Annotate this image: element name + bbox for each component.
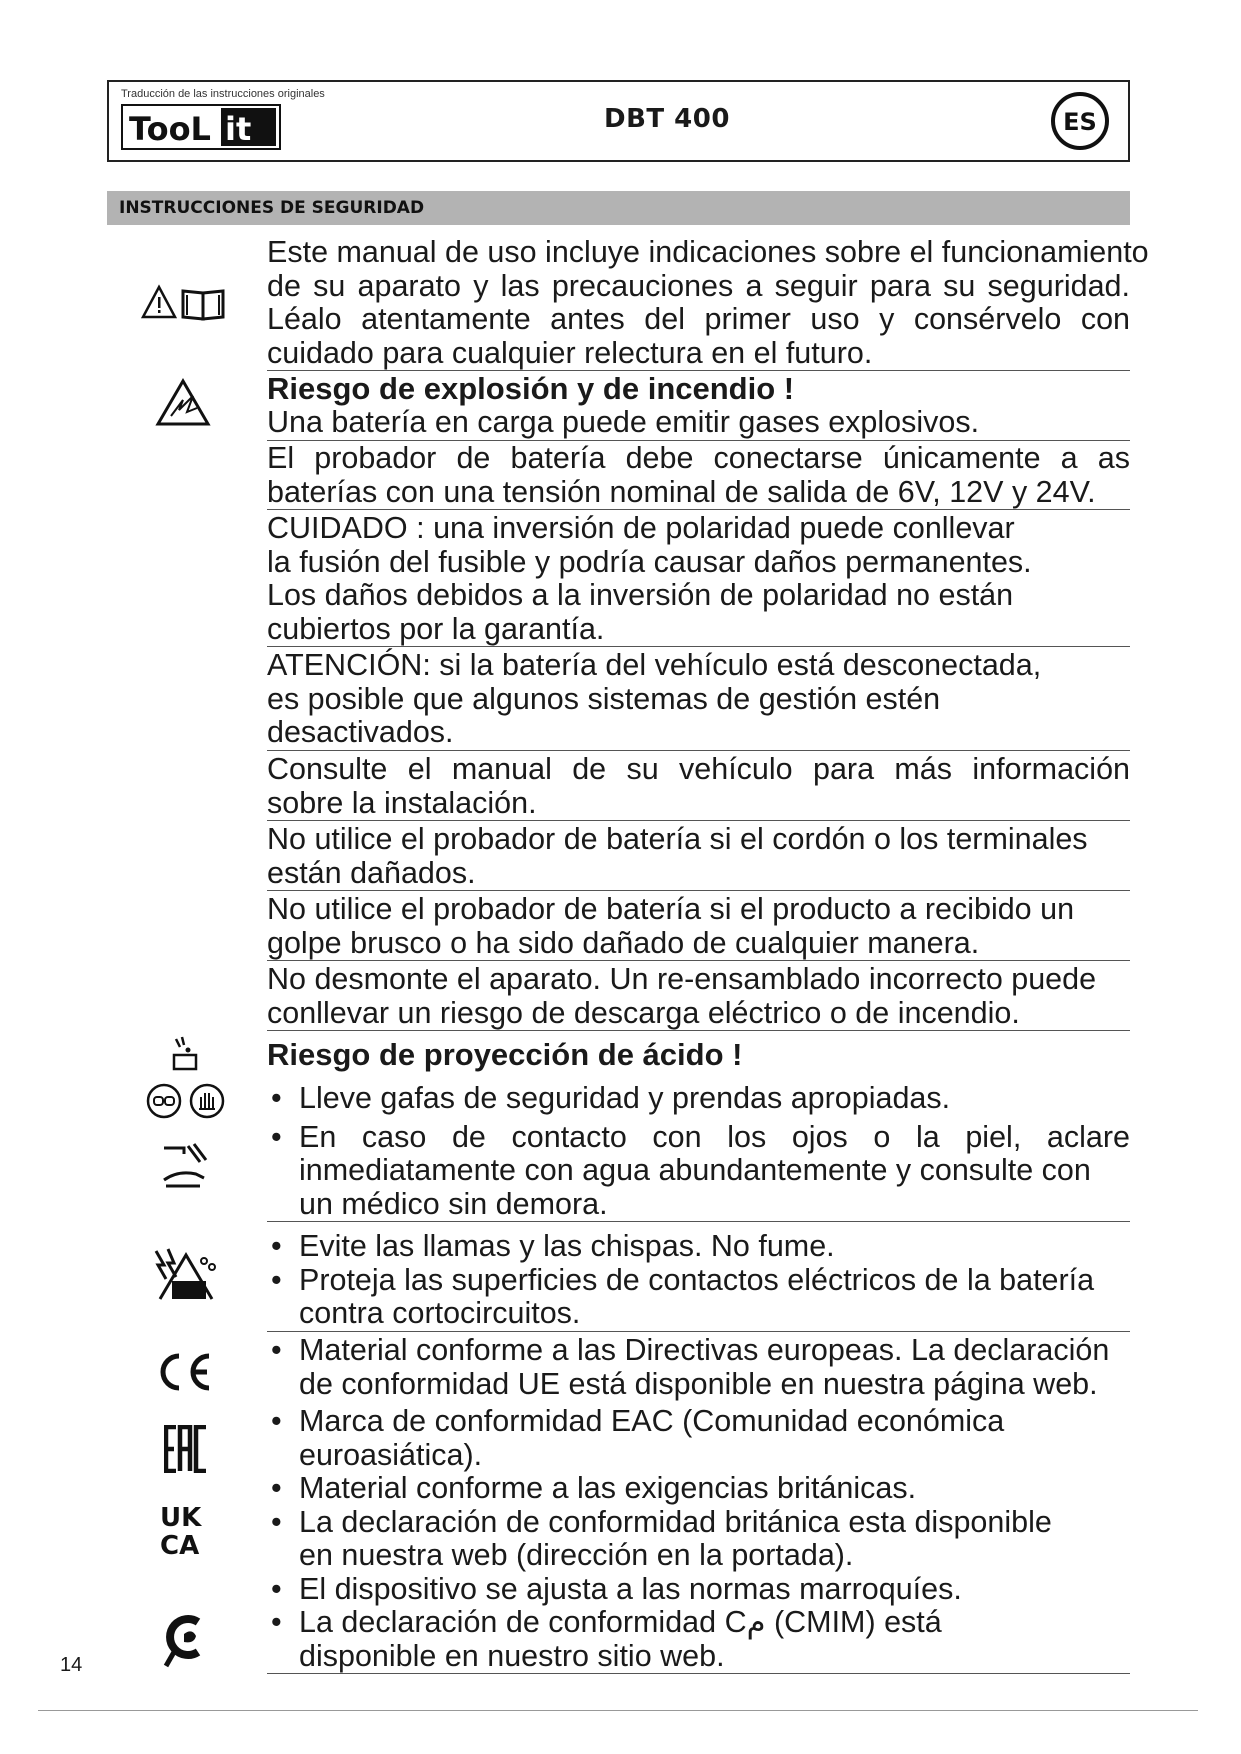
disassemble-block: [267, 963, 1130, 1031]
attention-block: [267, 649, 1130, 751]
text-line: En caso de contacto con los ojos o la piel, aclare: [299, 1119, 1130, 1154]
text-line: la fusión del fusible y podría causar daños permanentes.: [267, 544, 1032, 579]
text-line: Proteja las superficies de contactos eléctricos de la batería: [299, 1262, 1095, 1297]
flame-block: [267, 1230, 1130, 1332]
bullet-dot: •: [271, 1605, 282, 1639]
warning-manual-icon: [141, 283, 231, 328]
bullet-dot: •: [271, 1471, 282, 1505]
text-line: La declaración de conformidad británica esta disponible: [299, 1504, 1052, 1539]
document-header: [107, 80, 1130, 162]
polarity-block: [267, 512, 1130, 647]
explosion-warning-icon: [155, 378, 211, 433]
bullet-item: [267, 1573, 1130, 1607]
bullet-dot: •: [271, 1571, 282, 1606]
text-line: No utilice el probador de batería si el producto a recibido un: [267, 892, 1075, 926]
svg-text:UK: UK: [160, 1503, 202, 1533]
page-number: 14: [60, 1654, 83, 1676]
text-line: baterías con una tensión nominal de salida de 6V, 12V y 24V.: [267, 474, 1096, 509]
bullet-dot: •: [271, 1504, 282, 1539]
bottom-divider: [38, 1710, 1198, 1711]
text-line: Material conforme a las exigencias británicas.: [299, 1471, 917, 1505]
svg-text:it: it: [225, 110, 252, 148]
text-line: Consulte el manual de su vehículo para más información: [267, 752, 1130, 786]
svg-text:TooL: TooL: [129, 110, 211, 148]
bullet-item: [267, 1230, 1130, 1264]
text-line: cubiertos por la garantía.: [267, 611, 605, 646]
bullet-item: [267, 1405, 1130, 1472]
model-name: DBT 400: [604, 104, 730, 134]
ce-mark-icon: [155, 1350, 215, 1399]
toolit-logo: [121, 104, 281, 155]
text-line: El probador de batería debe conectarse únicamente a as: [267, 441, 1130, 475]
text-line: Lleve gafas de seguridad y prendas apropiadas.: [299, 1081, 951, 1115]
text-line: inmediatamente con agua abundantemente y consulte con: [299, 1153, 1091, 1187]
bullet-dot: •: [271, 1119, 282, 1154]
text-line: disponible en nuestro sitio web.: [299, 1638, 725, 1673]
no-flame-spark-icon: [150, 1247, 220, 1308]
acid-block: [267, 1038, 1130, 1222]
text-line: de su aparato y las precauciones a seguir para su seguridad.: [267, 268, 1130, 303]
acid-heading: Riesgo de proyección de ácido !: [267, 1037, 743, 1072]
text-line: de conformidad UE está disponible en nuestra página web.: [299, 1366, 1098, 1401]
bullet-item: [267, 1264, 1130, 1331]
language-badge: [1050, 91, 1110, 151]
gloves-icon: [189, 1083, 225, 1124]
text-line: Marca de conformidad EAC (Comunidad económica: [299, 1404, 1005, 1438]
bullet-dot: •: [271, 1081, 282, 1115]
bullet-item: [267, 1472, 1130, 1506]
section-title-bar: [107, 191, 1130, 225]
text-line: están dañados.: [267, 855, 476, 890]
impact-block: [267, 893, 1130, 961]
cord-block: [267, 823, 1130, 891]
text-line: Material conforme a las Directivas europeas. La declaración: [299, 1333, 1110, 1367]
bullet-item: [267, 1082, 1130, 1116]
cmim-mark-icon: [160, 1612, 210, 1673]
text-line: golpe brusco o ha sido dañado de cualquier manera.: [267, 925, 980, 960]
text-line: Este manual de uso incluye indicaciones sobre el funcionamiento: [267, 235, 1149, 269]
bullet-item: [267, 1606, 1130, 1674]
tester-voltage-block: [267, 442, 1130, 510]
text-line: ATENCIÓN: si la batería del vehículo está desconectada,: [267, 648, 1042, 682]
bullet-dot: •: [271, 1262, 282, 1297]
text-line: cuidado para cualquier relectura en el futuro.: [267, 335, 873, 370]
text-line: Léalo atentamente antes del primer uso y consérvelo con: [267, 302, 1130, 336]
bullet-item: [267, 1121, 1130, 1222]
ukca-mark-icon: [158, 1502, 214, 1563]
text-line: contra cortocircuitos.: [299, 1296, 581, 1330]
rinse-hand-icon: [160, 1140, 210, 1197]
text-line: No utilice el probador de batería si el cordón o los terminales: [267, 822, 1088, 856]
goggles-icon: [146, 1083, 182, 1124]
text-line: No desmonte el aparato. Un re-ensamblado incorrecto puede: [267, 962, 1097, 996]
text-line: Evite las llamas y las chispas. No fume.: [299, 1229, 835, 1263]
text-line: un médico sin demora.: [299, 1186, 608, 1221]
svg-text:CA: CA: [160, 1531, 200, 1558]
text-line: Una batería en carga puede emitir gases explosivos.: [267, 405, 980, 439]
translation-note: Traducción de las instrucciones originales: [121, 88, 325, 100]
consult-block: [267, 753, 1130, 821]
intro-block: [267, 235, 1149, 371]
battery-acid-icon: [166, 1033, 202, 1078]
text-line: CUIDADO : una inversión de polaridad puede conllevar: [267, 511, 1015, 545]
bullet-item: [267, 1506, 1130, 1573]
text-line: euroasiática).: [299, 1437, 483, 1472]
svg-text:ES: ES: [1063, 108, 1097, 136]
bullet-dot: •: [271, 1404, 282, 1438]
bullet-dot: •: [271, 1333, 282, 1367]
text-line: conllevar un riesgo de descarga eléctrico o de incendio.: [267, 995, 1020, 1030]
text-line: El dispositivo se ajusta a las normas marroquíes.: [299, 1571, 962, 1606]
text-line: sobre la instalación.: [267, 785, 537, 820]
explosion-heading: Riesgo de explosión y de incendio !: [267, 371, 795, 406]
text-line: en nuestra web (dirección en la portada).: [299, 1538, 854, 1572]
text-line: es posible que algunos sistemas de gestión estén: [267, 681, 941, 716]
text-line: La declaración de conformidad Cم (CMIM) está: [299, 1605, 942, 1639]
text-line: desactivados.: [267, 715, 454, 749]
conformity-block: [267, 1334, 1130, 1674]
eac-mark-icon: [164, 1425, 208, 1478]
bullet-item: [267, 1334, 1130, 1401]
explosion-block: [267, 372, 1130, 441]
bullet-dot: •: [271, 1229, 282, 1263]
text-line: Los daños debidos a la inversión de polaridad no están: [267, 578, 1014, 612]
section-title: INSTRUCCIONES DE SEGURIDAD: [119, 198, 425, 218]
